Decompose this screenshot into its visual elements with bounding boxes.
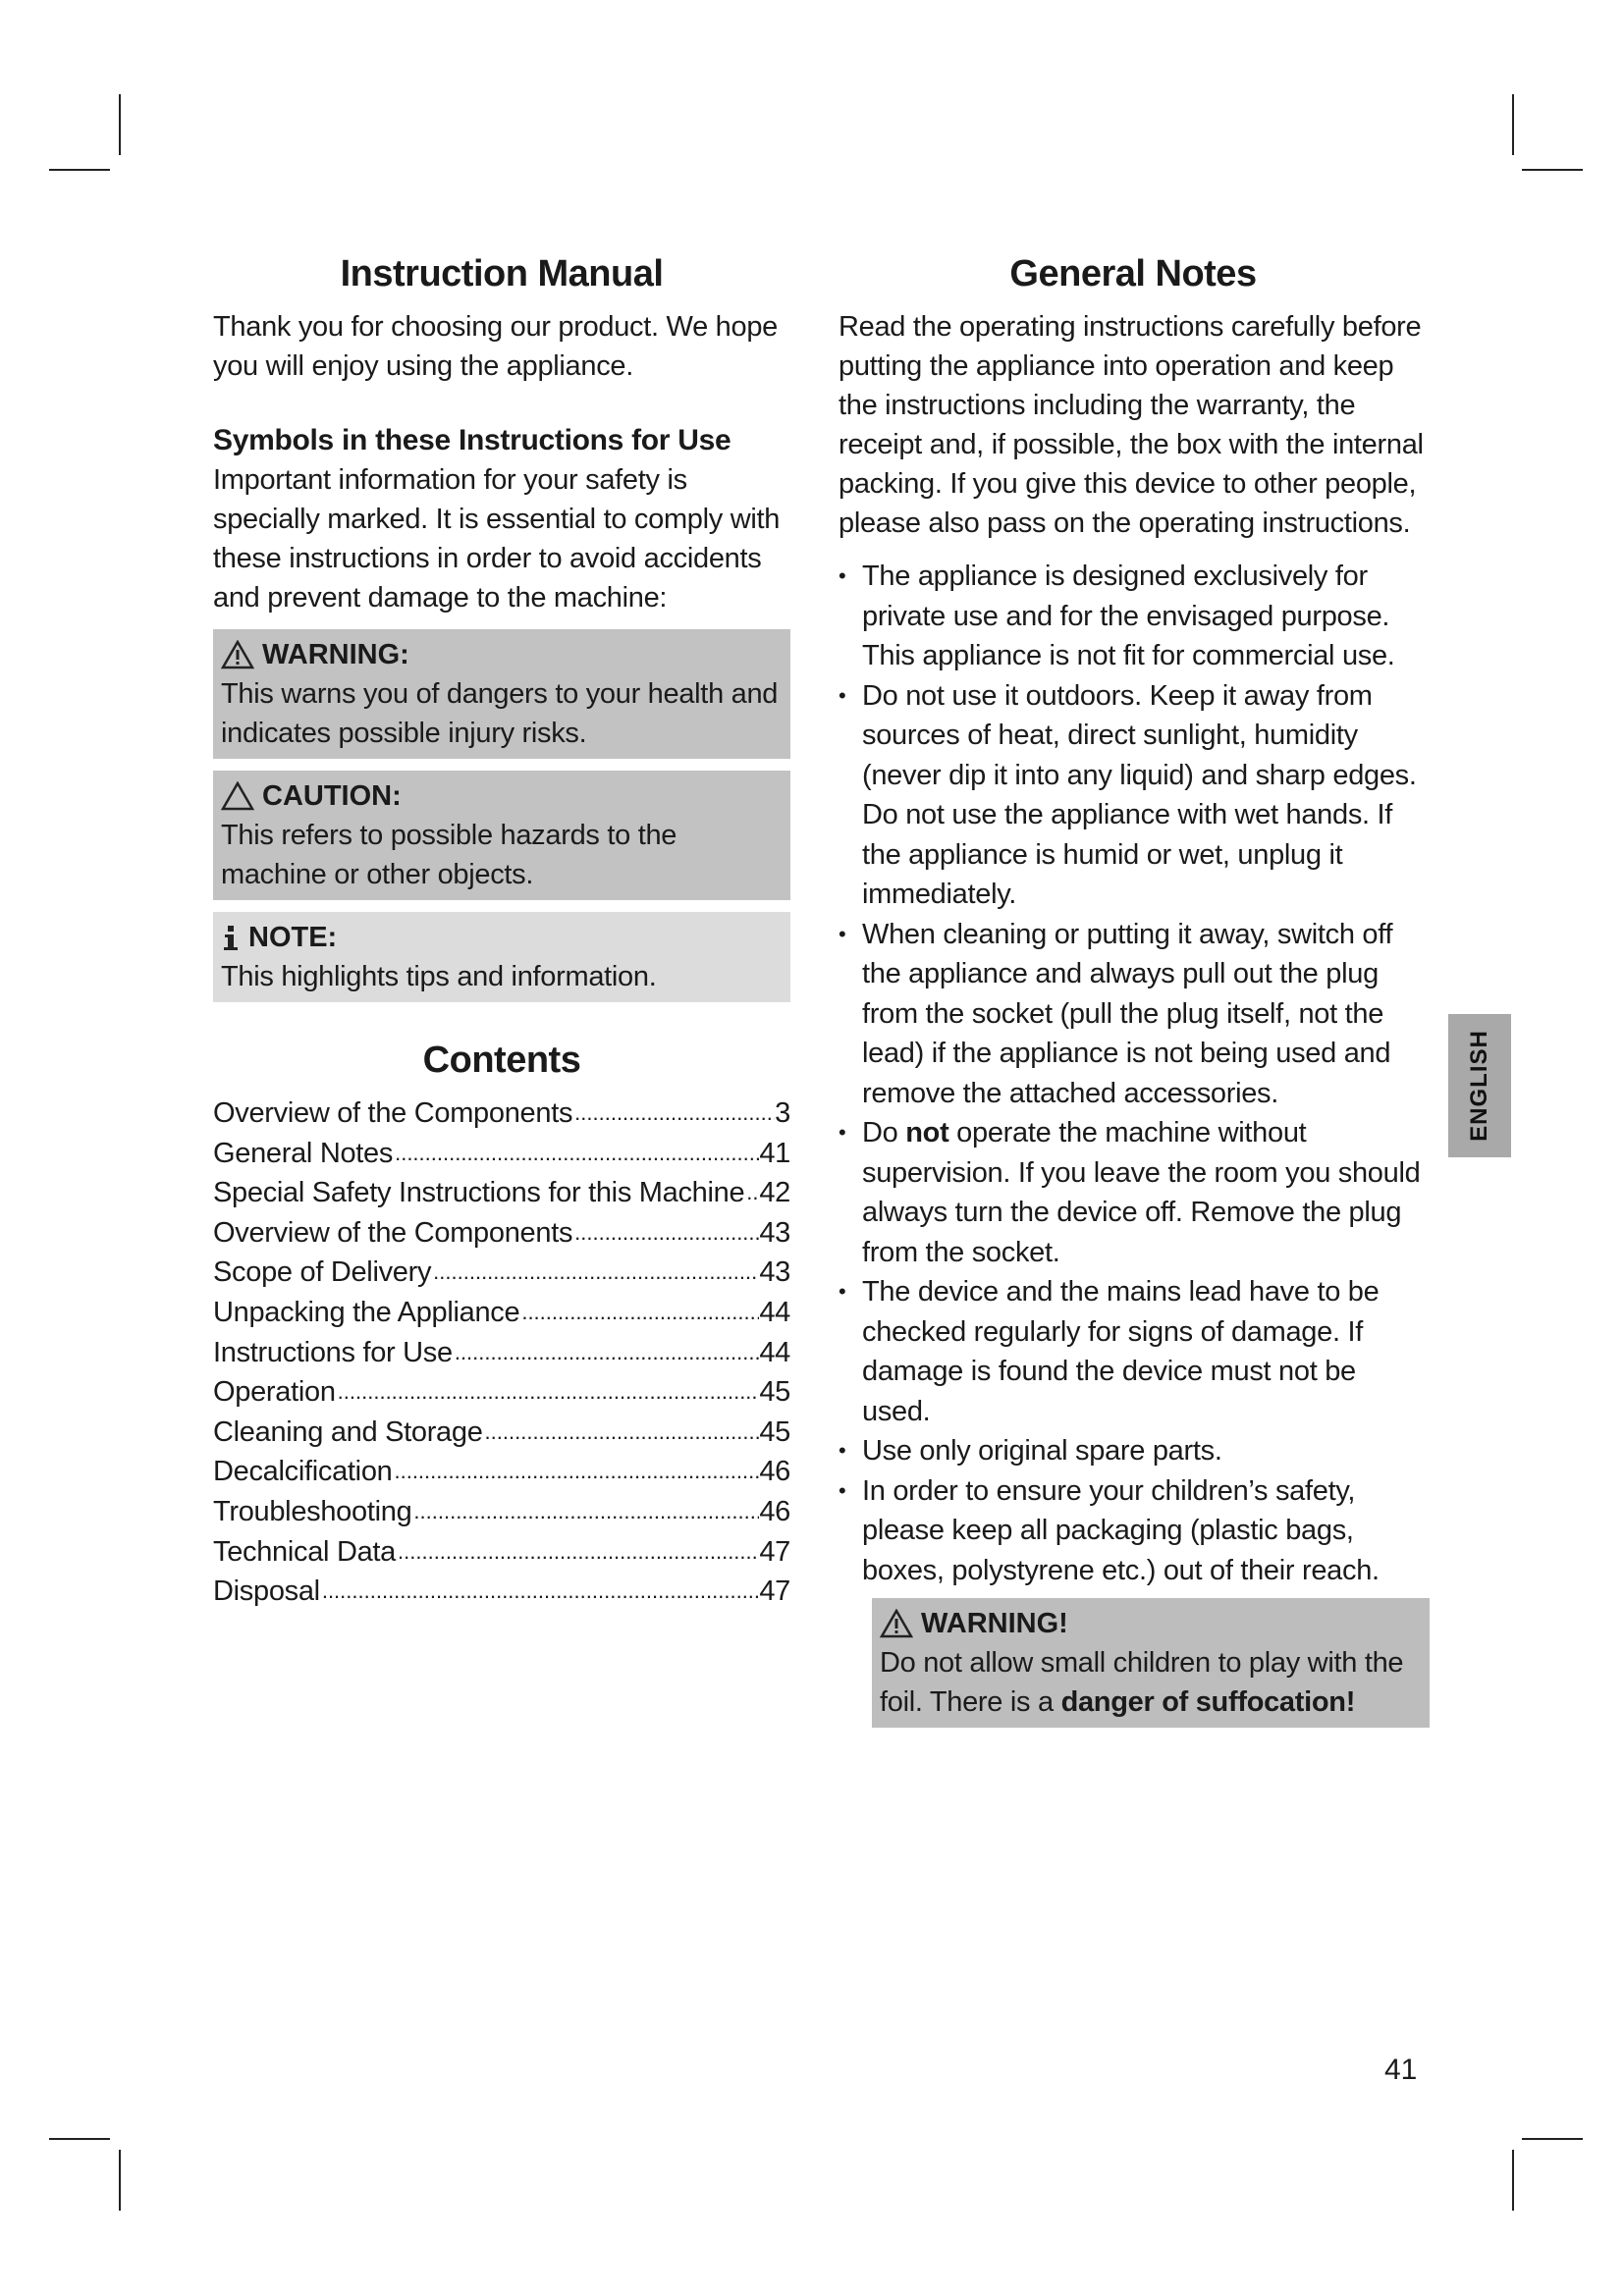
toc-entry-page: 46 <box>759 1495 790 1527</box>
warning-triangle-icon <box>880 1609 913 1638</box>
warning-box <box>213 629 790 759</box>
table-of-contents <box>213 1094 790 1612</box>
note-box <box>213 912 790 1002</box>
general-note-item <box>839 1113 1428 1272</box>
warning-text: This warns you of dangers to your health and indicates possible injury risks. <box>221 678 779 749</box>
toc-entry-label: Operation <box>213 1376 336 1409</box>
caution-triangle-icon <box>221 781 254 811</box>
symbols-text: Important information for your safety is specially marked. It is essential to comply with these instructions in order to avoid accidents and prevent damage to the machine: <box>213 464 781 614</box>
caution-box <box>213 771 790 900</box>
note-text: This highlights tips and information. <box>221 961 657 992</box>
language-tab-label: ENGLISH <box>1466 1030 1492 1142</box>
toc-entry <box>213 1094 790 1134</box>
note-title: NOTE: <box>248 922 338 953</box>
toc-leader-dots <box>393 1134 759 1174</box>
right-column <box>839 253 1428 1739</box>
toc-entry <box>213 1532 790 1573</box>
toc-entry <box>213 1372 790 1413</box>
general-note-text: Do <box>862 1117 906 1148</box>
toc-leader-dots <box>453 1333 760 1373</box>
crop-mark-top-right-v <box>1512 94 1514 155</box>
general-notes-intro: Read the operating instructions carefully before putting the appliance into operation and keep the instructions including the warranty, the receipt and, if possible, the box with the internal packing. If you give this device to other people, please also pass on the operating instructions. <box>839 311 1424 539</box>
suffocation-warning-text-start: Do not allow small children to play with the foil. There is a <box>880 1647 1404 1718</box>
toc-entry-page: 45 <box>759 1376 790 1409</box>
crop-mark-bottom-left-v <box>119 2150 121 2211</box>
toc-entry <box>213 1452 790 1492</box>
toc-entry-page: 47 <box>759 1535 790 1568</box>
crop-mark-bottom-right-v <box>1512 2150 1514 2211</box>
toc-entry-label: General Notes <box>213 1137 394 1169</box>
suffocation-warning-title: WARNING! <box>921 1608 1068 1639</box>
symbols-heading: Symbols in these Instructions for Use <box>213 424 731 456</box>
toc-entry-label: Troubleshooting <box>213 1495 412 1527</box>
toc-leader-dots <box>572 1213 759 1254</box>
toc-entry-page: 46 <box>759 1456 790 1488</box>
toc-leader-dots <box>320 1572 760 1612</box>
left-column <box>213 253 790 1612</box>
toc-entry <box>213 1173 790 1213</box>
crop-mark-bottom-left-h <box>49 2138 110 2140</box>
toc-entry-label: Overview of the Components <box>213 1097 573 1129</box>
toc-leader-dots <box>392 1452 759 1492</box>
toc-entry <box>213 1492 790 1532</box>
toc-leader-dots <box>336 1372 760 1413</box>
toc-entry <box>213 1253 790 1293</box>
crop-mark-top-left-h <box>49 169 110 171</box>
toc-leader-dots <box>519 1293 759 1333</box>
toc-entry-label: Cleaning and Storage <box>213 1415 483 1448</box>
general-note-item: • Do not use it outdoors. Keep it away from sources of heat, direct sunlight, humidity (never dip it into any liquid) and sharp edges. Do not use the appliance with wet hands. If the appliance is humid or wet, unplug it immediately. <box>839 676 1428 915</box>
toc-entry <box>213 1293 790 1333</box>
toc-leader-dots <box>431 1253 759 1293</box>
toc-leader-dots <box>572 1094 775 1134</box>
suffocation-warning-text <box>880 1643 1422 1722</box>
warning-title: WARNING: <box>262 639 409 670</box>
toc-entry-label: Scope of Delivery <box>213 1256 432 1289</box>
general-note-emphasis: not <box>905 1117 949 1148</box>
toc-entry-label: Instructions for Use <box>213 1336 453 1368</box>
toc-entry <box>213 1213 790 1254</box>
toc-entry-page: 45 <box>759 1415 790 1448</box>
toc-entry-page: 43 <box>759 1256 790 1289</box>
general-note-item: • In order to ensure your children’s safety, please keep all packaging (plastic bags, boxes, polystyrene etc.) out of their reach. <box>839 1471 1428 1591</box>
toc-entry <box>213 1413 790 1453</box>
toc-entry-label: Overview of the Components <box>213 1216 573 1249</box>
general-note-text: operate the machine without supervision. If you leave the room you should always turn the device off. Remove the plug from the socket. <box>862 1117 1421 1268</box>
general-note-item: • The appliance is designed exclusively for private use and for the envisaged purpose. This appliance is not fit for commercial use. <box>839 557 1428 676</box>
crop-mark-bottom-right-h <box>1522 2138 1583 2140</box>
general-note-item: • Use only original spare parts. <box>839 1431 1428 1471</box>
info-icon <box>221 923 241 952</box>
toc-leader-dots <box>411 1492 759 1532</box>
warning-triangle-icon <box>221 640 254 669</box>
general-note-item: • When cleaning or putting it away, switch off the appliance and always pull out the plug from the socket (pull the plug itself, not the lead) if the appliance is not being used and remove the attached accessories. <box>839 915 1428 1114</box>
toc-entry <box>213 1572 790 1612</box>
toc-leader-dots <box>744 1173 759 1213</box>
caution-title: CAUTION: <box>262 780 402 812</box>
toc-entry-page: 44 <box>759 1296 790 1328</box>
page-number: 41 <box>1384 2054 1418 2086</box>
toc-entry-page: 47 <box>759 1575 790 1608</box>
toc-entry-label: Decalcification <box>213 1456 393 1488</box>
toc-entry <box>213 1134 790 1174</box>
toc-entry-page: 43 <box>759 1216 790 1249</box>
toc-entry-page: 3 <box>775 1097 790 1129</box>
suffocation-warning-box <box>872 1598 1430 1728</box>
crop-mark-top-right-h <box>1522 169 1583 171</box>
toc-entry-label: Special Safety Instructions for this Machine <box>213 1177 745 1209</box>
crop-mark-top-left-v <box>119 94 121 155</box>
caution-text: This refers to possible hazards to the machine or other objects. <box>221 820 677 890</box>
general-notes-title: General Notes <box>1009 253 1257 294</box>
toc-entry <box>213 1333 790 1373</box>
language-tab <box>1448 1014 1511 1157</box>
toc-entry-label: Technical Data <box>213 1535 397 1568</box>
intro-text: Thank you for choosing our product. We hope you will enjoy using the appliance. <box>213 311 778 382</box>
general-notes-list <box>839 557 1428 1590</box>
toc-entry-page: 44 <box>759 1336 790 1368</box>
toc-entry-label: Disposal <box>213 1575 320 1608</box>
toc-entry-page: 41 <box>759 1137 790 1169</box>
toc-leader-dots <box>483 1413 760 1453</box>
instruction-manual-title: Instruction Manual <box>340 253 664 294</box>
contents-title: Contents <box>422 1040 581 1081</box>
toc-entry-label: Unpacking the Appliance <box>213 1296 520 1328</box>
toc-leader-dots <box>396 1532 759 1573</box>
toc-entry-page: 42 <box>759 1177 790 1209</box>
suffocation-warning-emphasis: danger of suffocation! <box>1060 1686 1356 1718</box>
general-note-item: • The device and the mains lead have to be checked regularly for signs of damage. If damage is found the device must not be used. <box>839 1272 1428 1431</box>
